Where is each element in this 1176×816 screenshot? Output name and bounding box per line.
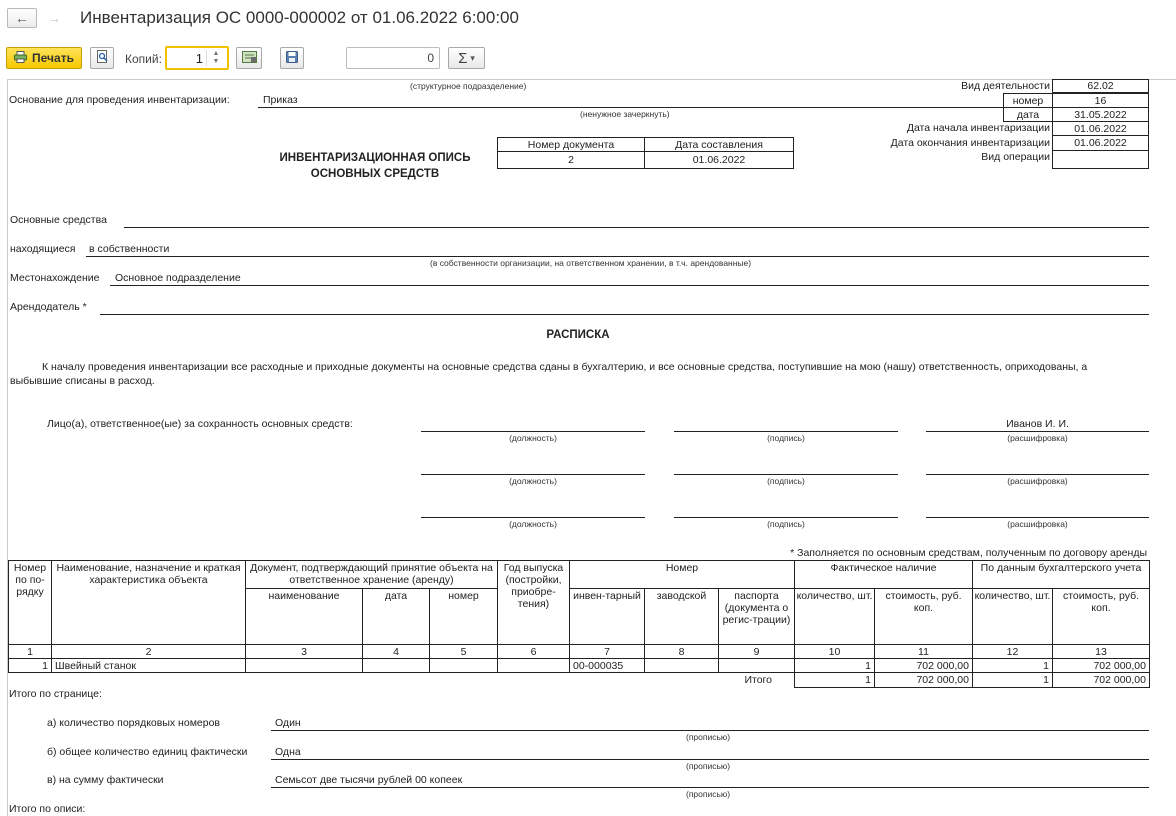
spin-down-icon: ▼ xyxy=(212,58,220,65)
col-number: 1 xyxy=(8,644,52,659)
sum-mode-button[interactable] xyxy=(448,47,485,69)
window-title: Инвентаризация ОС 0000-000002 от 01.06.2022 6:00:00 xyxy=(80,8,519,27)
docnum-header: Номер документа xyxy=(497,137,645,152)
row-books-qty: 1 xyxy=(972,658,1053,673)
col-number: 11 xyxy=(874,644,973,659)
docnum-value: 2 xyxy=(497,151,645,169)
signature-caption-1: (подпись) xyxy=(767,433,805,443)
col-number: 4 xyxy=(362,644,430,659)
summary-c-caption: (прописью) xyxy=(686,789,731,799)
number-value: 16 xyxy=(1052,93,1149,108)
row-actual-qty: 1 xyxy=(794,658,875,673)
row-number: 1 xyxy=(8,658,52,673)
th-doc-name: наименование xyxy=(245,588,363,645)
struct-unit-caption: (структурное подразделение) xyxy=(410,81,527,91)
total-books-cost: 702 000,00 xyxy=(1052,672,1150,688)
col-number: 9 xyxy=(718,644,795,659)
arrow-left-icon: ← xyxy=(15,10,29,26)
located-label: находящиеся xyxy=(10,243,76,255)
end-date-value: 01.06.2022 xyxy=(1052,135,1149,151)
signature-line-2 xyxy=(674,474,898,475)
responsible-name: Иванов И. И. xyxy=(1006,418,1069,430)
sum-field[interactable]: 0 xyxy=(346,47,440,69)
row-passport xyxy=(718,658,795,673)
summary-a-label: а) количество порядковых номеров xyxy=(47,717,221,729)
position-caption-1: (должность) xyxy=(509,433,557,443)
row-doc-date xyxy=(362,658,430,673)
total-books-qty: 1 xyxy=(972,672,1053,688)
row-year xyxy=(497,658,570,673)
page-total-label: Итого по странице: xyxy=(9,688,102,700)
basis-label: Основание для проведения инвентаризации: xyxy=(9,94,230,106)
start-date-value: 01.06.2022 xyxy=(1052,121,1149,136)
inventory-total-label: Итого по описи: xyxy=(9,803,86,815)
date-value: 31.05.2022 xyxy=(1052,107,1149,122)
printer-icon xyxy=(14,51,27,66)
row-name: Швейный станок xyxy=(51,658,246,673)
strike-caption: (ненужное зачеркнуть) xyxy=(580,109,670,119)
position-line-2 xyxy=(421,474,645,475)
doc-title-line2: ОСНОВНЫХ СРЕДСТВ xyxy=(310,168,440,180)
lease-note: * Заполняется по основным средствам, полученным по договору аренды xyxy=(790,547,1147,559)
th-doc-num: номер xyxy=(429,588,498,645)
arrow-right-icon: → xyxy=(47,10,61,26)
number-label: номер xyxy=(1003,93,1053,108)
col-number: 12 xyxy=(972,644,1053,659)
docdate-value: 01.06.2022 xyxy=(644,151,794,169)
forward-button[interactable] xyxy=(39,8,69,28)
location-label: Местонахождение xyxy=(10,272,100,284)
spin-up-icon: ▲ xyxy=(212,50,220,57)
decoding-line-3 xyxy=(926,517,1149,518)
summary-b-label: б) общее количество единиц фактически xyxy=(47,746,248,758)
row-actual-cost: 702 000,00 xyxy=(874,658,973,673)
location-value: Основное подразделение xyxy=(115,272,241,284)
total-label: Итого xyxy=(744,674,772,686)
summary-c-label: в) на сумму фактически xyxy=(47,774,164,786)
th-document: Документ, подтверждающий принятие объекта на ответственное хранение (аренду) xyxy=(245,560,498,589)
summary-b-value: Одна xyxy=(275,746,301,758)
row-doc-name xyxy=(245,658,363,673)
signature-caption-3: (подпись) xyxy=(767,519,805,529)
total-actual-qty: 1 xyxy=(794,672,875,688)
summary-c-line xyxy=(271,787,1149,788)
receipt-text-1: К началу проведения инвентаризации все расходные и приходные документы на основные средства сданы в бухгалтерию, и все основные средства, поступившие на мою (нашу) ответственность, оприходованы, а xyxy=(42,361,1088,373)
save-button[interactable] xyxy=(280,47,304,69)
receipt-text-2: выбывшие списаны в расход. xyxy=(10,375,155,387)
col-number: 3 xyxy=(245,644,363,659)
basis-line xyxy=(258,107,1003,108)
th-books-cost: стоимость, руб. коп. xyxy=(1052,588,1150,645)
lessor-label: Арендодатель * xyxy=(10,301,87,313)
copies-spinner[interactable] xyxy=(206,50,225,66)
th-actual-qty: количество, шт. xyxy=(794,588,875,645)
row-inventory: 00-000035 xyxy=(569,658,645,673)
signature-caption-2: (подпись) xyxy=(767,476,805,486)
sheet-border-left xyxy=(7,79,8,816)
signature-line-3 xyxy=(674,517,898,518)
row-doc-num xyxy=(429,658,498,673)
doc-title-line1: ИНВЕНТАРИЗАЦИОННАЯ ОПИСЬ xyxy=(279,152,471,164)
back-button[interactable] xyxy=(7,8,37,28)
activity-label: Вид деятельности xyxy=(961,80,1050,92)
basis-value: Приказ xyxy=(263,94,298,106)
position-line-1 xyxy=(421,431,645,432)
chevron-down-icon: ▾ xyxy=(470,52,475,63)
th-inventory: инвен-тарный xyxy=(569,588,645,645)
operation-type-value xyxy=(1052,150,1149,169)
th-year: Год выпуска (постройки, приобре-тения) xyxy=(497,560,570,645)
col-number: 10 xyxy=(794,644,875,659)
col-number: 5 xyxy=(429,644,498,659)
docdate-header: Дата составления xyxy=(644,137,794,152)
located-caption: (в собственности организации, на ответственном хранении, в т.ч. арендованные) xyxy=(430,258,752,268)
end-date-label: Дата окончания инвентаризации xyxy=(890,137,1050,149)
summary-a-caption: (прописью) xyxy=(686,732,731,742)
signature-line-1 xyxy=(674,431,898,432)
position-caption-3: (должность) xyxy=(509,519,557,529)
operation-type-label: Вид операции xyxy=(981,151,1050,163)
lessor-line xyxy=(100,314,1149,315)
col-number: 13 xyxy=(1052,644,1150,659)
preview-icon xyxy=(96,50,109,66)
summary-a-value: Один xyxy=(275,717,301,729)
col-number: 6 xyxy=(497,644,570,659)
receipt-title: РАСПИСКА xyxy=(546,329,610,341)
start-date-label: Дата начала инвентаризации xyxy=(906,122,1050,134)
th-factory: заводской xyxy=(644,588,719,645)
location-line xyxy=(110,285,1149,286)
th-name: Наименование, назначение и краткая характеристика объекта xyxy=(51,560,246,645)
os-line xyxy=(124,227,1149,228)
position-line-3 xyxy=(421,517,645,518)
col-number: 2 xyxy=(51,644,246,659)
th-books-qty: количество, шт. xyxy=(972,588,1053,645)
os-label: Основные средства xyxy=(10,214,107,226)
responsible-label: Лицо(а), ответственное(ые) за сохранность основных средств: xyxy=(47,418,353,430)
decoding-caption-1: (расшифровка) xyxy=(1007,433,1068,443)
summary-a-line xyxy=(271,730,1149,731)
total-actual-cost: 702 000,00 xyxy=(874,672,973,688)
summary-c-value: Семьсот две тысячи рублей 00 копеек xyxy=(275,774,463,786)
position-caption-2: (должность) xyxy=(509,476,557,486)
col-number: 8 xyxy=(644,644,719,659)
th-actual-cost: стоимость, руб. коп. xyxy=(874,588,973,645)
th-number: Номер по по-рядку xyxy=(8,560,52,645)
decoding-line-1 xyxy=(926,431,1149,432)
th-actual: Фактическое наличие xyxy=(794,560,973,589)
print-button[interactable] xyxy=(6,47,82,69)
th-doc-date: дата xyxy=(362,588,430,645)
copies-input[interactable] xyxy=(165,46,229,70)
summary-b-line xyxy=(271,759,1149,760)
decoding-line-2 xyxy=(926,474,1149,475)
copies-value: 1 xyxy=(195,51,203,66)
page-settings-button[interactable] xyxy=(236,47,262,69)
th-numbers: Номер xyxy=(569,560,795,589)
row-factory xyxy=(644,658,719,673)
decoding-caption-2: (расшифровка) xyxy=(1007,476,1068,486)
th-books: По данным бухгалтерского учета xyxy=(972,560,1150,589)
row-books-cost: 702 000,00 xyxy=(1052,658,1150,673)
date-label: дата xyxy=(1003,107,1053,122)
copies-label: Копий: xyxy=(125,52,162,66)
sigma-icon: Σ xyxy=(458,49,468,67)
decoding-caption-3: (расшифровка) xyxy=(1007,519,1068,529)
page-settings-icon xyxy=(242,51,257,66)
activity-value: 62.02 xyxy=(1052,79,1149,93)
col-number: 7 xyxy=(569,644,645,659)
save-icon xyxy=(286,51,298,66)
located-line xyxy=(86,256,1149,257)
located-value: в собственности xyxy=(89,243,170,255)
preview-button[interactable] xyxy=(90,47,114,69)
print-label: Печать xyxy=(32,51,74,65)
th-passport: паспорта (документа о регис-трации) xyxy=(718,588,795,645)
summary-b-caption: (прописью) xyxy=(686,761,731,771)
